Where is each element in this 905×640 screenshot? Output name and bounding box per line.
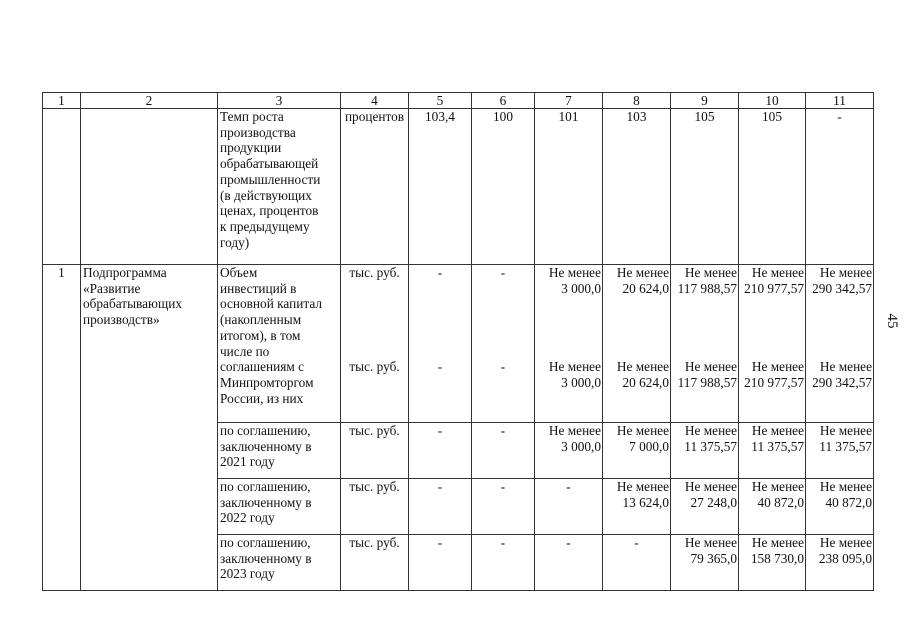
value-cell [739, 535, 806, 591]
text-line: году) [220, 234, 250, 250]
text-line: Темп роста [220, 109, 284, 124]
value-cell [739, 479, 806, 535]
text-line: Не менее [548, 359, 601, 375]
text-line: Не менее [684, 423, 737, 438]
unit-cell: тыс. руб. [341, 423, 409, 479]
column-number: 1 [43, 93, 81, 109]
text-line: заключенному в [220, 438, 312, 454]
text-line: - [437, 359, 443, 375]
text-line: Не менее [684, 265, 737, 280]
text-line: основной капитал [220, 296, 322, 312]
value-cell [806, 479, 874, 535]
page-number: 45 [884, 313, 900, 329]
text-line: тыс. руб. [349, 265, 400, 280]
text-line: Не менее [751, 535, 804, 550]
value-cell [671, 535, 739, 591]
column-number: 11 [806, 93, 874, 109]
text-line: 238 095,0 [818, 550, 872, 566]
text-line: 2021 году [220, 454, 275, 470]
text-line: Не менее [819, 535, 872, 550]
text-line: Не менее [751, 359, 804, 375]
value-cell [671, 479, 739, 535]
indicator-name-cell [218, 265, 341, 423]
value-cell: 103,4 [409, 109, 472, 265]
text-line: России, из них [220, 390, 304, 406]
table-row-investment [43, 265, 874, 423]
text-line: Не менее [616, 423, 669, 438]
text-line: 3 000,0 [561, 280, 601, 296]
text-line: по соглашению, [220, 423, 311, 438]
value-cell: - [603, 535, 671, 591]
text-line: Не менее [616, 359, 669, 375]
text-line: 79 365,0 [690, 550, 737, 566]
text-line: по соглашению, [220, 535, 311, 550]
column-number: 6 [472, 93, 535, 109]
indicator-name-cell [218, 479, 341, 535]
text-line: Не менее [616, 479, 669, 494]
unit-cell: процентов [341, 109, 409, 265]
value-cell: - [472, 479, 535, 535]
value-cell: - [409, 535, 472, 591]
value-cell: 101 [535, 109, 603, 265]
text-line: заключенному в [220, 550, 312, 566]
value-cell [806, 265, 874, 423]
column-number: 3 [218, 93, 341, 109]
unit-cell: тыс. руб. [341, 535, 409, 591]
text-line: Не менее [684, 359, 737, 375]
text-line: по соглашению, [220, 479, 311, 494]
value-cell [739, 423, 806, 479]
text-line: 7 000,0 [629, 438, 669, 454]
value-cell [535, 423, 603, 479]
text-line: (в действующих [220, 187, 312, 203]
value-cell [739, 265, 806, 423]
text-line: 11 375,57 [819, 438, 872, 454]
column-number: 9 [671, 93, 739, 109]
value-cell [603, 423, 671, 479]
value-cell: - [409, 423, 472, 479]
text-line: Не менее [684, 479, 737, 494]
text-line: промышленности [220, 171, 321, 187]
text-line: Не менее [819, 359, 872, 375]
text-line: Минпромторгом [220, 374, 314, 390]
text-line: Не менее [819, 423, 872, 438]
text-line: Не менее [751, 479, 804, 494]
text-line: 210 977,57 [744, 280, 804, 296]
text-line: тыс. руб. [349, 359, 400, 375]
row-number-cell [43, 109, 81, 265]
text-line: 290 342,57 [812, 374, 872, 390]
column-number-row [43, 93, 874, 109]
value-cell [671, 265, 739, 423]
indicator-name-cell [218, 535, 341, 591]
column-number: 4 [341, 93, 409, 109]
column-number: 7 [535, 93, 603, 109]
text-line: 3 000,0 [561, 374, 601, 390]
text-line: Не менее [548, 423, 601, 438]
value-cell: - [472, 535, 535, 591]
value-cell [535, 265, 603, 423]
value-cell [806, 423, 874, 479]
text-line: Подпрограмма [83, 265, 167, 280]
value-cell [671, 423, 739, 479]
row-number-cell: 1 [43, 265, 81, 591]
text-line: 158 730,0 [750, 550, 804, 566]
text-line: ценах, процентов [220, 203, 319, 219]
text-line: числе по [220, 343, 270, 359]
text-line: (накопленным [220, 312, 302, 328]
column-number: 8 [603, 93, 671, 109]
text-line: производства [220, 124, 296, 140]
indicator-name-cell [218, 423, 341, 479]
table-row-growth-rate [43, 109, 874, 265]
text-line: Не менее [819, 479, 872, 494]
text-line: соглашениям с [220, 359, 304, 375]
value-cell: 105 [739, 109, 806, 265]
text-line: 11 375,57 [684, 438, 737, 454]
program-name-cell [81, 109, 218, 265]
text-line: продукции [220, 140, 282, 156]
text-line: - [500, 359, 506, 375]
program-name-cell [81, 265, 218, 591]
indicators-table [42, 92, 874, 591]
text-line: 11 375,57 [751, 438, 804, 454]
text-line: к предыдущему [220, 218, 310, 234]
value-cell [806, 535, 874, 591]
text-line: Не менее [819, 265, 872, 280]
column-number: 5 [409, 93, 472, 109]
unit-cell: тыс. руб. [341, 479, 409, 535]
text-line: 2023 году [220, 566, 275, 582]
text-line: 2022 году [220, 510, 275, 526]
text-line: 210 977,57 [744, 374, 804, 390]
text-line: - [500, 265, 506, 280]
column-number: 10 [739, 93, 806, 109]
value-cell [409, 265, 472, 423]
text-line: Объем [220, 265, 258, 280]
text-line: 117 988,57 [677, 280, 737, 296]
value-cell: 103 [603, 109, 671, 265]
text-line: 3 000,0 [561, 438, 601, 454]
text-line: обрабатывающих [83, 296, 182, 312]
text-line: 13 624,0 [622, 494, 669, 510]
text-line: - [437, 265, 443, 280]
text-line: Не менее [751, 265, 804, 280]
text-line: 40 872,0 [757, 494, 804, 510]
text-line: Не менее [751, 423, 804, 438]
text-line: Не менее [684, 535, 737, 550]
text-line: 20 624,0 [622, 374, 669, 390]
value-cell: - [806, 109, 874, 265]
text-line: Не менее [548, 265, 601, 280]
value-cell: 100 [472, 109, 535, 265]
text-line: заключенному в [220, 494, 312, 510]
value-cell: 105 [671, 109, 739, 265]
indicator-name-cell [218, 109, 341, 265]
text-line: инвестиций в [220, 280, 297, 296]
text-line: 20 624,0 [622, 280, 669, 296]
value-cell [603, 265, 671, 423]
text-line: «Развитие [83, 280, 141, 296]
value-cell [603, 479, 671, 535]
text-line: Не менее [616, 265, 669, 280]
text-line: итогом), в том [220, 327, 301, 343]
value-cell: - [409, 479, 472, 535]
text-line: производств» [83, 312, 160, 328]
value-cell: - [472, 423, 535, 479]
value-cell: - [535, 535, 603, 591]
text-line: 40 872,0 [825, 494, 872, 510]
text-line: 27 248,0 [690, 494, 737, 510]
unit-cell [341, 265, 409, 423]
value-cell: - [535, 479, 603, 535]
text-line: 117 988,57 [677, 374, 737, 390]
text-line: обрабатывающей [220, 156, 319, 172]
text-line: 290 342,57 [812, 280, 872, 296]
column-number: 2 [81, 93, 218, 109]
value-cell [472, 265, 535, 423]
